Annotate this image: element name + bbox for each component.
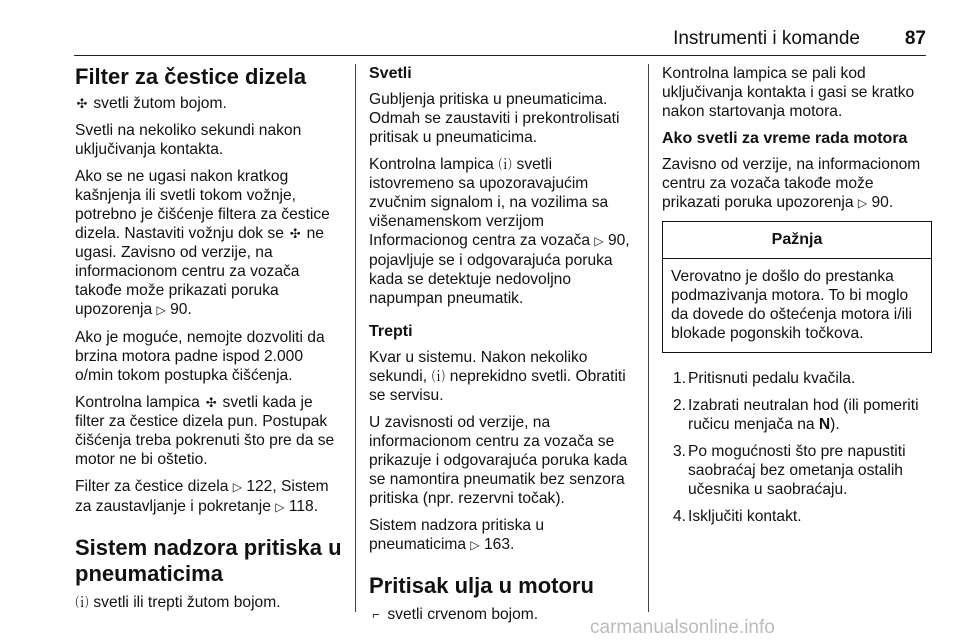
column-divider xyxy=(355,64,356,612)
tire-pressure-icon: ⒤ xyxy=(75,595,89,610)
subheading-flashing: Trepti xyxy=(369,323,413,340)
column-2 xyxy=(369,64,635,632)
paragraph: ⌐ svetli crvenom bojom. xyxy=(369,605,635,624)
paragraph: Ako je moguće, nemojte dozvoliti da brzina motora padne ispod 2.000 o/min tokom postupka čišćenja. xyxy=(75,329,325,384)
column-3 xyxy=(662,64,932,534)
steps-list xyxy=(662,369,932,526)
notice-body: Verovatno je došlo do prestanka podmazivanja motora. To bi moglo da dovede do oštećenja motora i/ili blokade pogonskih točkova. xyxy=(671,268,912,342)
notice-title: Pažnja xyxy=(663,222,931,259)
caution-notice xyxy=(662,221,932,353)
paragraph: ⒤ svetli ili trepti žutom bojom. xyxy=(75,594,281,611)
paragraph: Kvar u sistemu. Nakon nekoliko sekundi, ⒤ neprekidno svetli. Obratiti se servisu. xyxy=(369,349,626,404)
paragraph: Kontrolna lampica se pali kod uključivanja kontakta i gasi se kratko nakon startovanja motora. xyxy=(662,65,915,120)
page-reference-arrow-icon: ▷ xyxy=(275,500,285,514)
paragraph: Ako se ne ugasi nakon kratkog kašnjenja ili svetli tokom vožnje, potrebno je čišćenje filtera za čestice dizela. Nastaviti vožnju dok se ✣ ne ugasi. Zavisno od verzije, na informacionom centru za vozača takođe može prikazati poruka upozorenja ▷ 90. xyxy=(75,168,330,318)
page-reference-arrow-icon: ▷ xyxy=(594,234,604,248)
paragraph: Gubljenja pritiska u pneumaticima. Odmah se zaustaviti i prekontrolisati pritisak u pneumaticima. xyxy=(369,91,620,146)
list-item: 3. Po mogućnosti što pre napustiti saobraćaj bez ometanja ostalih učesnika u saobraćaju. xyxy=(673,443,906,498)
heading-diesel-filter: Filter za čestice dizela xyxy=(75,64,307,89)
dpf-icon: ✣ xyxy=(289,226,301,241)
column-divider xyxy=(648,64,649,612)
watermark: carmanualsonline.info xyxy=(590,617,775,638)
heading-tire-pressure: Sistem nadzora pritiska u pneumaticima xyxy=(75,535,342,586)
subheading-lit: Svetli xyxy=(369,65,412,82)
tire-pressure-icon: ⒤ xyxy=(431,369,445,384)
paragraph: Zavisno od verzije, na informacionom centru za vozača takođe može prikazati poruka upozorenja ▷ 90. xyxy=(662,156,921,211)
list-item: 1. Pritisnuti pedalu kvačila. xyxy=(673,370,856,387)
dpf-icon: ✣ xyxy=(76,96,88,111)
column-1 xyxy=(75,64,345,620)
header-title: Instrumenti i komande xyxy=(673,28,860,49)
header-rule xyxy=(74,55,926,56)
page-reference-arrow-icon: ▷ xyxy=(857,196,868,210)
page-reference-arrow-icon: ▷ xyxy=(156,303,166,317)
paragraph: Sistem nadzora pritiska u pneumaticima ▷ 163. xyxy=(369,517,545,553)
list-item: 2. Izabrati neutralan hod (ili pomeriti ručicu menjača na N). xyxy=(673,397,919,433)
paragraph: Kontrolna lampica ⒤ svetli istovremeno sa upozoravajućim zvučnim signalom i, na vozilima sa višenamenskom verzijom Informacionog centra za vozača ▷ 90, pojavljuje se i odgovarajuća poruka kada se detektuje nedovoljno napumpan pneumatik. xyxy=(369,156,630,307)
paragraph: Filter za čestice dizela ▷ 122, Sistem za zaustavljanje i pokretanje ▷ 118. xyxy=(75,478,329,515)
page-number: 87 xyxy=(904,28,926,49)
page-reference-arrow-icon: ▷ xyxy=(470,538,480,552)
paragraph: ✣ svetli žutom bojom. xyxy=(76,95,227,112)
subheading-engine-running: Ako svetli za vreme rada motora xyxy=(662,130,908,147)
page-reference-arrow-icon: ▷ xyxy=(232,480,242,494)
oil-can-icon: ⌐ xyxy=(372,607,380,622)
paragraph: Kontrolna lampica ✣ svetli kada je filter za čestice dizela pun. Postupak čišćenja treba pokrenuti što pre da se motor ne bi oštetio. xyxy=(75,394,335,468)
list-item: 4. Isključiti kontakt. xyxy=(673,508,802,525)
paragraph: Svetli na nekoliko sekundi nakon uključivanja kontakta. xyxy=(75,122,302,158)
page-header xyxy=(74,26,926,56)
heading-oil-pressure: Pritisak ulja u motoru xyxy=(369,573,594,598)
paragraph: U zavisnosti od verzije, na informacionom centru za vozača se prikazuje i odgovarajuća poruka kada se namontira pneumatik bez senzora pritiska (npr. rezervni točak). xyxy=(369,414,628,507)
dpf-icon: ✣ xyxy=(205,395,217,410)
tire-pressure-icon: ⒤ xyxy=(498,157,512,172)
